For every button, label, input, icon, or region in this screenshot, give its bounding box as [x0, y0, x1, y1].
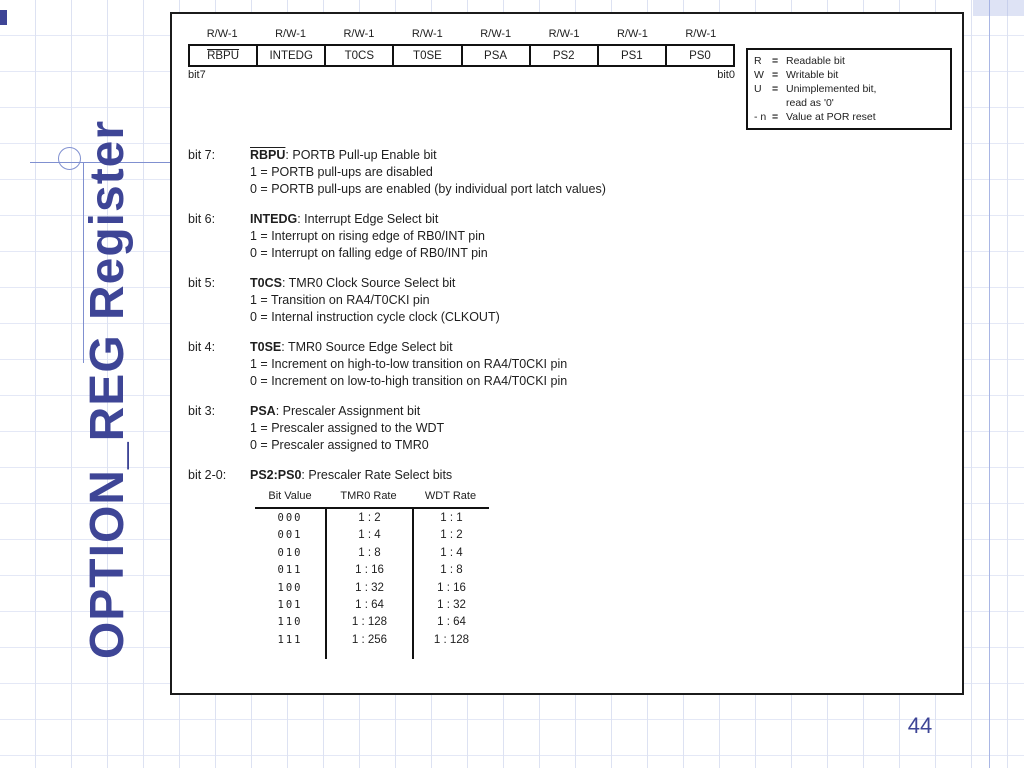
page-number: 44	[907, 713, 933, 738]
bit-label: bit 7:	[188, 148, 216, 162]
bit-name: PS2:PS0	[250, 468, 302, 482]
table-cell: 1 : 32	[437, 598, 466, 611]
bit-definition-rest: : Prescaler Rate Select bits	[301, 468, 453, 482]
bit-value-line: 0 = PORTB pull-ups are enabled (by individual port latch values)	[250, 182, 606, 196]
table-cell: 1 : 128	[433, 633, 470, 646]
register-access-row	[188, 28, 735, 40]
bit-field-name: RBPU	[207, 50, 240, 62]
bit-value-line: 0 = Increment on low-to-high transition on RA4/T0CKI pin	[250, 374, 568, 388]
table-cell: 100	[277, 581, 303, 594]
bit-definition-rest: : TMR0 Clock Source Select bit	[281, 276, 456, 290]
bit-field-name: PS0	[689, 50, 711, 62]
register-cell	[190, 46, 256, 65]
table-cell: 1 : 8	[440, 564, 463, 577]
legend-text: Value at POR reset	[786, 111, 876, 123]
table-cell: 101	[277, 598, 303, 611]
bit-name: T0SE	[250, 340, 282, 354]
legend-box	[746, 48, 952, 130]
legend-symbol	[754, 96, 772, 110]
register-cell	[665, 46, 733, 65]
table-cell: 010	[277, 546, 303, 559]
slide-title-container	[58, 85, 158, 693]
table-cell: 1 : 256	[351, 633, 388, 646]
legend-equals: =	[772, 83, 779, 95]
bit-value-line: 0 = Prescaler assigned to TMR0	[250, 438, 429, 452]
legend-symbol: W	[754, 69, 764, 81]
table-cell: 1 : 32	[355, 581, 384, 594]
bit4-description	[188, 339, 948, 390]
legend-text: Writable bit	[786, 69, 839, 81]
bit-descriptions	[188, 147, 948, 484]
legend-text: Readable bit	[786, 55, 845, 67]
legend-symbol: - n	[754, 111, 767, 123]
wdt-rate-column	[412, 509, 489, 659]
register-cells-row	[188, 44, 735, 67]
legend-symbol: U	[754, 83, 762, 95]
legend-equals: =	[772, 111, 779, 123]
access-label: R/W-1	[548, 28, 580, 40]
template-vertical-accent-line	[989, 0, 990, 768]
bit-definition-rest: : PORTB Pull-up Enable bit	[285, 148, 437, 162]
bit-value-line: 1 = PORTB pull-ups are disabled	[250, 165, 433, 179]
table-cell: 1 : 8	[358, 546, 381, 559]
access-label: R/W-1	[616, 28, 648, 40]
lsb-label: bit0	[717, 69, 735, 81]
bit-name: T0CS	[250, 276, 282, 290]
bit-definition-rest: : Prescaler Assignment bit	[275, 404, 421, 418]
bit-definition-rest: : TMR0 Source Edge Select bit	[281, 340, 453, 354]
bit-name: RBPU	[250, 148, 286, 162]
bit-definition	[250, 147, 948, 164]
bit-label: bit 2-0:	[188, 468, 227, 482]
table-cell: 001	[277, 529, 303, 542]
register-cell	[256, 46, 324, 65]
prescaler-table-header	[255, 490, 489, 502]
bit2-0-description	[188, 467, 948, 484]
register-cell	[597, 46, 665, 65]
bit-value-line: 1 = Increment on high-to-low transition on RA4/T0CKI pin	[250, 357, 568, 371]
bit-value-line: 1 = Interrupt on rising edge of RB0/INT pin	[250, 229, 485, 243]
bit-value-column	[255, 509, 325, 659]
legend-equals	[772, 96, 786, 110]
table-cell: 1 : 16	[437, 581, 466, 594]
bit-label: bit 5:	[188, 276, 216, 290]
column-header: WDT Rate	[424, 490, 477, 502]
table-cell: 1 : 4	[358, 529, 381, 542]
table-cell: 1 : 2	[358, 512, 381, 524]
register-cell	[324, 46, 392, 65]
column-header: TMR0 Rate	[340, 490, 397, 502]
legend-text: read as '0'	[786, 97, 834, 109]
table-cell: 1 : 64	[437, 616, 466, 629]
bit-definition	[250, 467, 948, 484]
access-label: R/W-1	[411, 28, 443, 40]
bit-definition	[250, 275, 948, 292]
bit3-description	[188, 403, 948, 454]
bit5-description	[188, 275, 948, 326]
prescaler-rate-table	[255, 490, 489, 659]
table-cell: 011	[277, 564, 303, 577]
bit-definition	[250, 403, 948, 420]
access-label: R/W-1	[343, 28, 375, 40]
bit-name: PSA	[250, 404, 276, 418]
bit-value-line: 1 = Prescaler assigned to the WDT	[250, 421, 445, 435]
legend-equals: =	[772, 69, 779, 81]
bit-field-name: T0CS	[344, 50, 375, 62]
bit-label: bit 4:	[188, 340, 216, 354]
bit-definition-rest: : Interrupt Edge Select bit	[297, 212, 439, 226]
register-cell	[461, 46, 529, 65]
legend-symbol: R	[754, 55, 762, 67]
table-cell: 1 : 2	[440, 529, 463, 542]
bit-value-line: 0 = Interrupt on falling edge of RB0/INT pin	[250, 246, 488, 260]
table-cell: 1 : 16	[355, 564, 384, 577]
table-cell: 111	[277, 633, 303, 646]
access-label: R/W-1	[275, 28, 307, 40]
register-bit-range-row	[188, 69, 735, 81]
template-corner-mark	[0, 10, 7, 25]
table-cell: 110	[277, 616, 303, 629]
bit-field-name: INTEDG	[269, 50, 313, 62]
register-bit-diagram	[188, 28, 735, 81]
bit-name: INTEDG	[250, 212, 298, 226]
bit-field-name: PS1	[620, 50, 643, 62]
table-cell: 1 : 4	[440, 546, 463, 559]
bit-field-name: PSA	[484, 50, 508, 62]
bit7-description	[188, 147, 948, 198]
bit6-description	[188, 211, 948, 262]
register-cell	[392, 46, 460, 65]
bit-value-line: 1 = Transition on RA4/T0CKI pin	[250, 293, 430, 307]
table-cell: 000	[277, 512, 303, 524]
bit-label: bit 3:	[188, 404, 216, 418]
bit-field-name: PS2	[552, 50, 575, 62]
bit-definition	[250, 211, 948, 228]
template-top-right-band	[973, 0, 1024, 16]
msb-label: bit7	[188, 69, 206, 81]
bit-field-name: T0SE	[413, 50, 442, 62]
legend-equals: =	[772, 55, 779, 67]
register-cell	[529, 46, 597, 65]
table-cell: 1 : 128	[351, 616, 388, 629]
bit-value-line: 0 = Internal instruction cycle clock (CLKOUT)	[250, 310, 500, 324]
bit-label: bit 6:	[188, 212, 216, 226]
slide-title: OPTION_REG Register	[81, 119, 135, 659]
bit-definition	[250, 339, 948, 356]
register-figure-box	[170, 12, 964, 695]
table-cell: 1 : 1	[440, 512, 463, 524]
table-cell: 1 : 64	[355, 598, 384, 611]
access-label: R/W-1	[206, 28, 238, 40]
prescaler-table-body	[255, 507, 489, 659]
access-label: R/W-1	[480, 28, 512, 40]
tmr0-rate-column	[325, 509, 412, 659]
access-label: R/W-1	[685, 28, 717, 40]
column-header: Bit Value	[268, 490, 312, 502]
legend-text: Unimplemented bit,	[786, 83, 877, 95]
